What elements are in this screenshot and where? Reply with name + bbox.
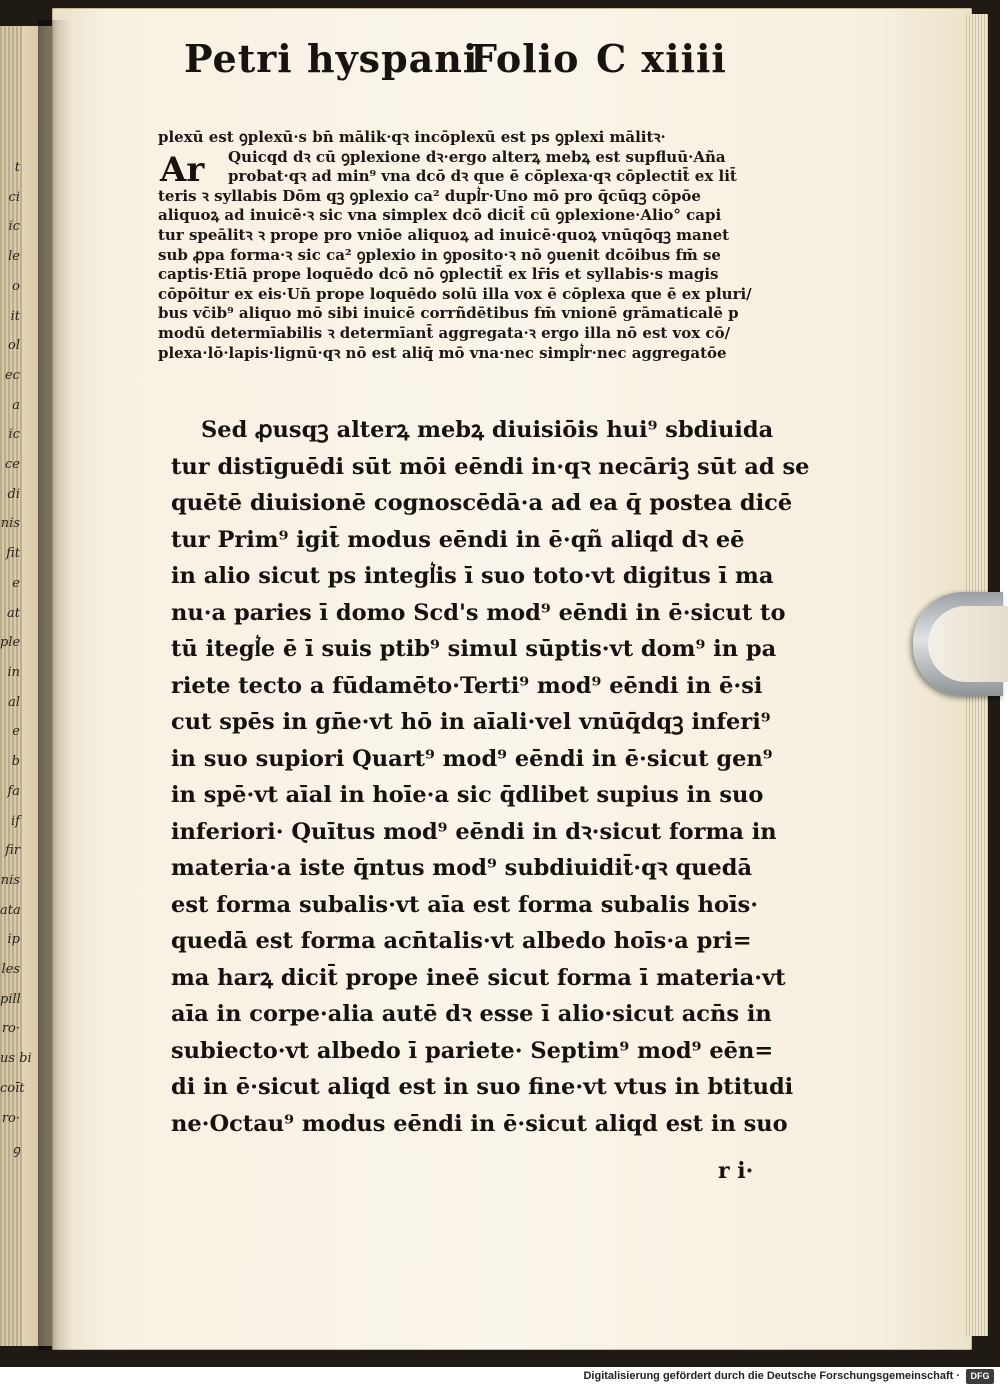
- commentary-line: aliquoꝝ ad inuicē·ꝛ sic vna simplex dcō dicit̄ cū ꝯplexione·Alio° capi: [158, 206, 722, 225]
- main-text-line: tur distīguēdi sūt mōi eēndi in·qꝛ necāriꝫ sūt ad se: [171, 453, 810, 480]
- previous-page-fragment: ec: [5, 367, 20, 383]
- main-text-line: in alio sicut ps integl͛is ī suo toto·vt digitus ī ma: [171, 563, 774, 589]
- folio-number: C xiiii: [596, 36, 727, 81]
- running-head-left: Petri hyspani: [184, 36, 479, 81]
- main-text-line: aīa in corpe·alia autē dꝛ esse ī alio·sicut acn̄s in: [171, 1001, 772, 1027]
- main-text-line: materia·a iste q̄ntus mod⁹ subdiuidit̄·qꝛ quedā: [171, 855, 753, 881]
- previous-page-fragment: fa: [7, 783, 20, 799]
- commentary-line: sub ꝓpa forma·ꝛ sic ca² ꝯplexio in ꝯposito·ꝛ nō ꝯuenit dcōibus fm̄ se: [158, 245, 721, 264]
- main-text-line: cut spēs in gn̄e·vt hō in aīali·vel vnūq̄dqꝫ inferi⁹: [171, 709, 771, 735]
- previous-page-fragment: nis: [0, 516, 20, 532]
- previous-page-fragment: it: [10, 308, 20, 324]
- previous-page-fragment: b: [11, 754, 20, 770]
- main-text-line: quedā est forma acn̄talis·vt albedo hoīs·a pri=: [171, 928, 752, 954]
- main-text-line: riete tecto a fūdamēto·Terti⁹ mod⁹ eēndi in ē·si: [171, 672, 763, 699]
- previous-page-fragment: a: [12, 397, 20, 413]
- previous-page-fragment: ple: [0, 635, 21, 651]
- funding-credit: Digitalisierung gefördert durch die Deutsche Forschungsgemeinschaft ·: [583, 1370, 960, 1382]
- main-text-line: quētē diuisionē cognoscēdā·a ad ea q̄ postea dicē: [171, 490, 793, 516]
- commentary-line: plexa·lō·lapis·lignū·qꝛ nō est aliq̄ mō vna·nec simpl͛r·nec aggregatōe: [158, 343, 727, 362]
- main-text-line: subiecto·vt albedo ī pariete· Septim⁹ mod⁹ eēn=: [171, 1037, 774, 1064]
- previous-page-fragment: at: [7, 605, 20, 621]
- main-text-line: tū itegl͛e ē ī suis ptib⁹ simul sūptis·vt dom⁹ in pa: [171, 636, 777, 662]
- main-text-line: est forma subalis·vt aīa est forma subalis hoīs·: [171, 891, 759, 918]
- previous-page-fragment: in: [7, 665, 20, 680]
- main-text-line: ma harꝝ dicit̄ prope ineē sicut forma ī materia·vt: [171, 964, 786, 991]
- dfg-logo: DFG: [966, 1369, 994, 1384]
- previous-page-fragment: al: [8, 694, 20, 710]
- commentary-line: cōpōitur ex eis·Un̄ prope loquēdo solū illa vox ē cōplexa que ē ex pluri/: [158, 284, 752, 303]
- commentary-line: teris ꝛ syllabis Dōm qꝫ ꝯplexio ca² dupl͛r·Uno mō pro q̄cūqꝫ cōpōe: [158, 186, 701, 205]
- previous-page-fragment: ꝯ: [12, 1143, 20, 1159]
- previous-page-fragment: if: [11, 813, 20, 829]
- binding-gutter: [38, 20, 72, 1350]
- previous-page-fragment: le: [8, 249, 20, 265]
- previous-page-fragment: ro·: [1, 1110, 20, 1126]
- signature-mark: r i·: [718, 1158, 754, 1184]
- previous-page-fragment: les: [1, 962, 20, 978]
- previous-page-fragment: ro·: [1, 1021, 20, 1037]
- commentary-line: captis·Etiā prope loquēdo dcō nō ꝯplectit̄ ex lr̄is et syllabis·s magis: [158, 265, 719, 284]
- previous-page-fragment: e: [12, 724, 20, 740]
- page-clip-inner: [928, 606, 1008, 682]
- previous-page-fragment: nis: [0, 872, 20, 888]
- main-text-line: tur Prim⁹ igit̄ modus eēndi in ē·qñ aliqd dꝛ eē: [171, 526, 745, 553]
- commentary-line: plexū est ꝯplexū·s bn̄ mālik·qꝛ incōplexū est ps ꝯplexi mālitꝛ·: [158, 128, 666, 146]
- previous-page-fragment: t: [14, 160, 20, 175]
- previous-page-fragment: ip: [7, 932, 20, 948]
- footer-bar: [0, 1367, 1000, 1387]
- main-text-line: in suo supiori Quart⁹ mod⁹ eēndi in ē·sicut gen⁹: [171, 745, 773, 772]
- main-text-line: in spē·vt aīal in hoīe·a sic q̄dlibet supius in suo: [171, 782, 764, 808]
- commentary-line: tur speālitꝛ ꝛ prope pro vniōe aliquoꝝ ad inuicē·quoꝝ vnūqōqꝫ manet: [158, 225, 730, 244]
- previous-page-fragment: ata: [0, 902, 21, 918]
- previous-page-fragment: ce: [5, 457, 20, 473]
- main-text-line: nu·a paries ī domo Scd's mod⁹ eēndi in ē·sicut to: [171, 599, 786, 626]
- main-text-line: Sed ꝓusqꝫ alterꝝ mebꝝ diuisiōis hui⁹ sbdiuida: [201, 417, 774, 443]
- previous-page-fragment: e: [12, 575, 20, 591]
- previous-page-fragment: fit: [6, 546, 20, 562]
- commentary-line: modū determīabilis ꝛ determīant̄ aggregata·ꝛ ergo illa nō est vox cō/: [158, 323, 731, 342]
- commentary-block: [158, 128, 770, 363]
- previous-page-fragment: o: [12, 278, 20, 294]
- commentary-initial: Ar: [160, 150, 205, 190]
- previous-page-fragment: ic: [8, 219, 20, 235]
- previous-page-fragment: coīt: [0, 1080, 25, 1096]
- previous-page-fragment: ci: [8, 189, 20, 205]
- previous-page-fragment: ic: [8, 427, 20, 443]
- commentary-line: probat·qꝛ ad min⁹ vna dcō dꝛ que ē cōplexa·qꝛ cōplectit̄ ex lit̄: [228, 167, 737, 186]
- main-text-line: inferiori· Quītus mod⁹ eēndi in dꝛ·sicut forma in: [171, 818, 777, 845]
- previous-page-fragment: fir: [5, 843, 20, 859]
- commentary-line: bus vc̄ib⁹ aliquo mō sibi inuicē corrñdētibus fm̄ vnionē grāmaticalē p: [158, 304, 739, 323]
- main-text-line: ne·Octau⁹ modus eēndi in ē·sicut aliqd est in suo: [171, 1110, 788, 1137]
- running-head-folio: Folio: [470, 36, 580, 81]
- previous-page-fragment: ol: [8, 338, 20, 354]
- commentary-line: Quicqd dꝛ cū ꝯplexione dꝛ·ergo alterꝝ mebꝝ est supfluū·Aña: [228, 147, 726, 166]
- previous-page-fragment: di: [7, 486, 20, 502]
- main-text-block: [171, 412, 810, 1142]
- previous-page-fragment: pill: [0, 991, 21, 1007]
- previous-page-fragment: us bi: [0, 1051, 32, 1067]
- main-text-line: di in ē·sicut aliqd est in suo fine·vt vtus in btitudi: [171, 1074, 794, 1100]
